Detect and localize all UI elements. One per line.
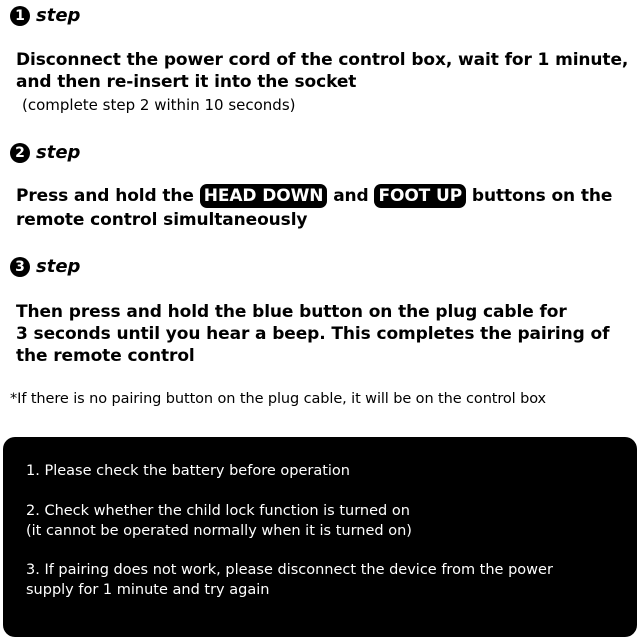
step-3-instruction-line-3: the remote control xyxy=(16,346,195,366)
notice-item-3-line-2: supply for 1 minute and try again xyxy=(26,582,270,598)
step-2-heading xyxy=(10,142,80,163)
notice-box xyxy=(3,437,637,637)
notice-item-2-line-1: 2. Check whether the child lock function is turned on xyxy=(26,503,410,519)
foot-up-button-label: FOOT UP xyxy=(374,184,466,208)
step-3-heading xyxy=(10,256,80,277)
notice-item-1: 1. Please check the battery before operation xyxy=(26,463,350,479)
notice-item-3 xyxy=(26,560,626,600)
step-3-instruction-line-2: 3 seconds until you hear a beep. This completes the pairing of xyxy=(16,324,610,344)
step-3-number-badge: 3 xyxy=(10,257,30,277)
step-1-note: (complete step 2 within 10 seconds) xyxy=(22,96,296,114)
step-2-instruction-line-2: remote control simultaneously xyxy=(16,210,308,230)
notice-item-2-line-2: (it cannot be operated normally when it is turned on) xyxy=(26,523,412,539)
step-2-instruction xyxy=(16,183,632,231)
step-2-text-after: buttons on the xyxy=(471,186,613,206)
notice-item-2 xyxy=(26,501,626,541)
step-2-instruction-line-1 xyxy=(16,183,632,209)
step-3-label: step xyxy=(36,256,81,277)
pairing-footnote: *If there is no pairing button on the plug cable, it will be on the control box xyxy=(10,391,547,407)
step-2-text-and: and xyxy=(333,186,369,206)
step-1-instruction xyxy=(16,49,632,93)
step-1-instruction-line-1: Disconnect the power cord of the control box, wait for 1 minute, xyxy=(16,50,629,70)
step-3-instruction xyxy=(16,301,632,367)
step-1-heading xyxy=(10,5,80,26)
step-3-instruction-line-1: Then press and hold the blue button on the plug cable for xyxy=(16,302,567,322)
step-1-label: step xyxy=(36,5,81,26)
step-1-number-badge: 1 xyxy=(10,6,30,26)
step-2-label: step xyxy=(36,142,81,163)
head-down-button-label: HEAD DOWN xyxy=(200,184,328,208)
notice-item-3-line-1: 3. If pairing does not work, please disconnect the device from the power xyxy=(26,562,553,578)
step-2-text-before: Press and hold the xyxy=(16,186,194,206)
step-2-number-badge: 2 xyxy=(10,143,30,163)
step-1-instruction-line-2: and then re-insert it into the socket xyxy=(16,72,357,92)
